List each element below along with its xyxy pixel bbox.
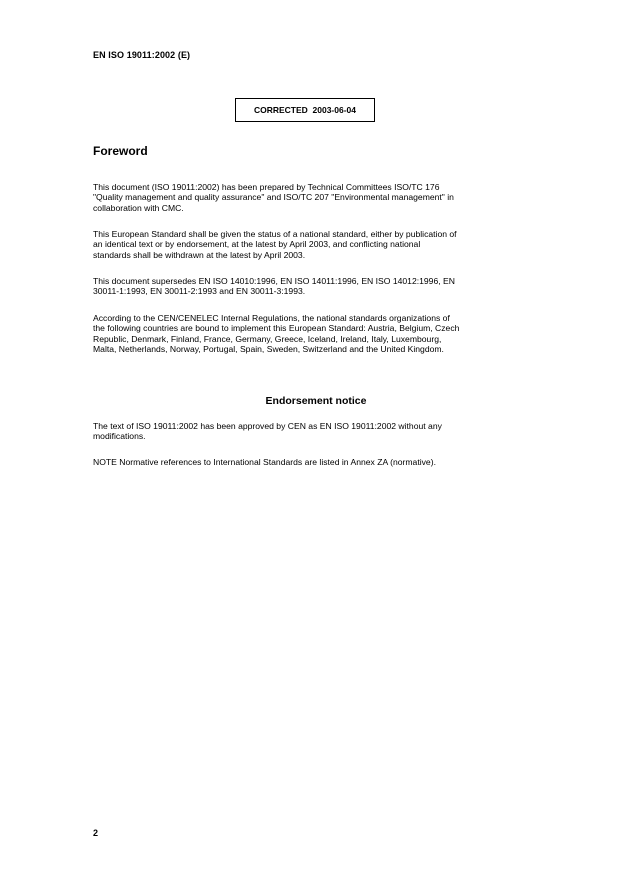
page-number: 2 <box>93 828 99 838</box>
paragraph-line: modifications. <box>93 431 146 442</box>
foreword-paragraph-1 <box>93 182 541 213</box>
paragraph-line: an identical text or by endorsement, at the latest by April 2003, and conflicting national <box>93 239 421 250</box>
paragraph-line: Malta, Netherlands, Norway, Portugal, Spain, Sweden, Switzerland and the United Kingdom. <box>93 343 444 354</box>
paragraph-line: NOTE Normative references to International Standards are listed in Annex ZA (normative). <box>93 457 436 467</box>
paragraph-line: According to the CEN/CENELEC Internal Regulations, the national standards organizations of <box>93 313 450 323</box>
paragraph-line: the following countries are bound to implement this European Standard: Austria, Belgium, Czech <box>93 323 460 334</box>
paragraph-line: collaboration with CMC. <box>93 202 184 213</box>
paragraph-line: Republic, Denmark, Finland, France, Germany, Greece, Iceland, Ireland, Italy, Luxembourg, <box>93 333 442 344</box>
paragraph-line: This European Standard shall be given the status of a national standard, either by publication of <box>93 229 457 239</box>
paragraph-line: 30011-1:1993, EN 30011-2:1993 and EN 30011-3:1993. <box>93 286 306 297</box>
document-id: EN ISO 19011:2002 (E) <box>93 50 191 60</box>
foreword-paragraph-4 <box>93 313 541 354</box>
paragraph-line: "Quality management and quality assurance" and ISO/TC 207 "Environmental management" in <box>93 192 454 203</box>
paragraph-line: standards shall be withdrawn at the latest by April 2003. <box>93 249 306 260</box>
foreword-heading: Foreword <box>93 144 148 158</box>
paragraph-line: This document (ISO 19011:2002) has been prepared by Technical Committees ISO/TC 176 <box>93 182 440 192</box>
endorsement-heading: Endorsement notice <box>265 395 367 407</box>
paragraph-line: This document supersedes EN ISO 14010:1996, EN ISO 14011:1996, EN ISO 14012:1996, EN <box>93 276 455 286</box>
foreword-paragraph-2 <box>93 229 541 260</box>
foreword-paragraph-3 <box>93 276 541 297</box>
paragraph-line: The text of ISO 19011:2002 has been approved by CEN as EN ISO 19011:2002 without any <box>93 421 442 431</box>
corrected-stamp-box: CORRECTED 2003-06-04 <box>235 98 375 122</box>
endorsement-note <box>93 457 541 467</box>
endorsement-paragraph-1 <box>93 421 541 442</box>
